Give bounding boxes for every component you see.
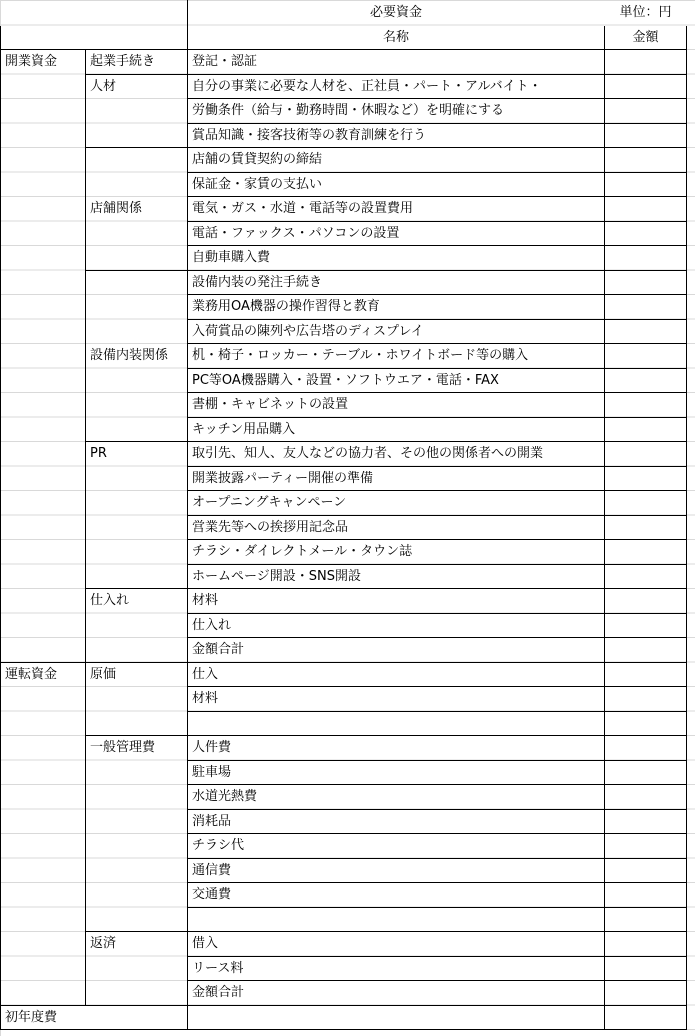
group-span-cell[interactable] — [86, 221, 188, 246]
section-span-cell[interactable] — [1, 907, 86, 932]
total-label-cell[interactable]: 金額合計 — [188, 981, 605, 1006]
table-row — [1, 711, 687, 736]
amount-cell[interactable] — [605, 736, 687, 761]
item-name-cell[interactable]: 電気・ガス・水道・電話等の設置費用 — [188, 197, 605, 222]
item-name-cell[interactable]: チラシ・ダイレクトメール・タウン誌 — [188, 540, 605, 565]
table-row — [1, 442, 687, 467]
group-label[interactable]: 設備内装関係 — [86, 344, 188, 369]
table-row — [1, 956, 687, 981]
section-span-cell[interactable] — [1, 319, 86, 344]
table-row — [1, 221, 687, 246]
amount-cell[interactable] — [605, 319, 687, 344]
item-name-cell[interactable]: 材料 — [188, 589, 605, 614]
item-name-cell[interactable]: 机・椅子・ロッカー・テーブル・ホワイトボード等の購入 — [188, 344, 605, 369]
amount-cell[interactable] — [605, 834, 687, 859]
item-name-cell[interactable]: 借入 — [188, 932, 605, 957]
amount-cell[interactable] — [605, 172, 687, 197]
table-row — [1, 981, 687, 1006]
section-span-cell[interactable] — [1, 515, 86, 540]
column-header-name[interactable]: 名称 — [188, 25, 605, 50]
amount-cell[interactable] — [605, 613, 687, 638]
item-name-cell[interactable]: 業務用OA機器の操作習得と教育 — [188, 295, 605, 320]
section-span-cell[interactable] — [1, 99, 86, 124]
group-span-cell[interactable] — [86, 123, 188, 148]
total-amount-cell[interactable] — [605, 638, 687, 663]
section-span-cell[interactable] — [1, 932, 86, 957]
amount-cell[interactable] — [605, 295, 687, 320]
group-label[interactable]: 人材 — [86, 74, 188, 99]
section-span-cell[interactable] — [1, 221, 86, 246]
item-name-cell[interactable]: リース料 — [188, 956, 605, 981]
section-span-cell[interactable] — [1, 368, 86, 393]
group-span-cell[interactable] — [86, 981, 188, 1006]
total-label-cell[interactable]: 金額合計 — [188, 638, 605, 663]
table-row — [1, 270, 687, 295]
section-span-cell[interactable] — [1, 956, 86, 981]
group-span-cell[interactable] — [86, 515, 188, 540]
group-span-cell[interactable] — [86, 319, 188, 344]
group-span-cell[interactable] — [86, 99, 188, 124]
amount-cell[interactable] — [605, 858, 687, 883]
blank-cell[interactable] — [188, 1005, 605, 1030]
table-row — [1, 491, 687, 516]
section-span-cell[interactable] — [1, 589, 86, 614]
item-name-cell[interactable]: 水道光熱費 — [188, 785, 605, 810]
item-name-cell[interactable]: 通信費 — [188, 858, 605, 883]
table-row — [1, 858, 687, 883]
table-row — [1, 319, 687, 344]
section-span-cell[interactable] — [1, 270, 86, 295]
group-span-cell[interactable] — [86, 760, 188, 785]
table-row — [1, 148, 687, 173]
amount-cell[interactable] — [605, 393, 687, 418]
section-span-cell[interactable] — [1, 466, 86, 491]
table-row — [1, 197, 687, 222]
item-name-cell[interactable]: オープニングキャンペーン — [188, 491, 605, 516]
table-row — [1, 638, 687, 663]
section-span-cell[interactable] — [1, 172, 86, 197]
group-label[interactable]: 返済 — [86, 932, 188, 957]
section-span-cell[interactable] — [1, 736, 86, 761]
table-row — [1, 172, 687, 197]
group-span-cell[interactable] — [86, 834, 188, 859]
group-span-cell[interactable] — [86, 246, 188, 271]
section-span-cell[interactable] — [1, 883, 86, 908]
section-span-cell[interactable] — [1, 417, 86, 442]
table-row — [1, 246, 687, 271]
group-label[interactable]: PR — [86, 442, 188, 467]
section-label[interactable]: 開業資金 — [1, 50, 86, 75]
header-blank-cell[interactable] — [1, 25, 86, 50]
amount-cell[interactable] — [605, 99, 687, 124]
item-name-cell[interactable]: 消耗品 — [188, 809, 605, 834]
item-name-cell[interactable]: ホームページ開設・SNS開設 — [188, 564, 605, 589]
group-span-cell[interactable] — [86, 613, 188, 638]
item-name-cell[interactable]: 自分の事業に必要な人材を、正社員・パート・アルバイト・ — [188, 74, 605, 99]
group-span-cell[interactable] — [86, 270, 188, 295]
amount-cell[interactable] — [605, 809, 687, 834]
amount-cell[interactable] — [605, 123, 687, 148]
table-row — [1, 540, 687, 565]
item-name-cell[interactable]: 設備内装の発注手続き — [188, 270, 605, 295]
amount-cell[interactable] — [605, 785, 687, 810]
group-span-cell[interactable] — [86, 785, 188, 810]
section-span-cell[interactable] — [1, 638, 86, 663]
amount-cell[interactable] — [605, 687, 687, 712]
section-label[interactable]: 初年度費 — [1, 1005, 86, 1030]
section-span-cell[interactable] — [1, 74, 86, 99]
section-span-cell[interactable] — [1, 295, 86, 320]
item-name-cell[interactable]: 自動車購入費 — [188, 246, 605, 271]
item-name-cell[interactable]: 店舗の賃貸契約の締結 — [188, 148, 605, 173]
section-span-cell[interactable] — [1, 344, 86, 369]
table-row — [1, 883, 687, 908]
blank-cell[interactable] — [86, 1005, 188, 1030]
table-row — [1, 368, 687, 393]
section-span-cell[interactable] — [1, 760, 86, 785]
table-row — [1, 515, 687, 540]
amount-cell[interactable] — [605, 50, 687, 75]
item-name-cell[interactable]: 取引先、知人、友人などの協力者、その他の関係者への開業 — [188, 442, 605, 467]
blank-cell[interactable] — [1, 1, 86, 26]
table-row — [1, 417, 687, 442]
section-span-cell[interactable] — [1, 785, 86, 810]
item-name-cell[interactable]: 材料 — [188, 687, 605, 712]
table-row — [1, 344, 687, 369]
amount-cell[interactable] — [605, 417, 687, 442]
group-span-cell[interactable] — [86, 809, 188, 834]
section-span-cell[interactable] — [1, 858, 86, 883]
group-span-cell[interactable] — [86, 711, 188, 736]
amount-cell[interactable] — [605, 148, 687, 173]
group-span-cell[interactable] — [86, 466, 188, 491]
item-name-cell[interactable]: 労働条件（給与・勤務時間・休暇など）を明確にする — [188, 99, 605, 124]
table-row — [1, 564, 687, 589]
table-row — [1, 589, 687, 614]
header-blank-cell[interactable] — [86, 25, 188, 50]
table-row — [1, 466, 687, 491]
amount-cell[interactable] — [605, 760, 687, 785]
group-span-cell[interactable] — [86, 907, 188, 932]
table-row — [1, 613, 687, 638]
group-label[interactable]: 原価 — [86, 662, 188, 687]
section-span-cell[interactable] — [1, 564, 86, 589]
item-name-cell[interactable]: 保証金・家賃の支払い — [188, 172, 605, 197]
table-row — [1, 1005, 687, 1030]
amount-cell[interactable] — [605, 662, 687, 687]
group-span-cell[interactable] — [86, 148, 188, 173]
amount-cell[interactable] — [605, 711, 687, 736]
group-span-cell[interactable] — [86, 956, 188, 981]
section-span-cell[interactable] — [1, 442, 86, 467]
group-span-cell[interactable] — [86, 638, 188, 663]
group-span-cell[interactable] — [86, 858, 188, 883]
total-amount-cell[interactable] — [605, 981, 687, 1006]
table-row — [1, 99, 687, 124]
sheet-title[interactable]: 必要資金 — [369, 5, 422, 21]
section-span-cell[interactable] — [1, 197, 86, 222]
table-row — [1, 662, 687, 687]
amount-cell[interactable] — [605, 442, 687, 467]
group-label[interactable]: 起業手続き — [86, 50, 188, 75]
amount-cell[interactable] — [605, 246, 687, 271]
section-span-cell[interactable] — [1, 123, 86, 148]
blank-cell[interactable] — [86, 1, 188, 26]
table-row — [1, 760, 687, 785]
section-span-cell[interactable] — [1, 246, 86, 271]
column-header-amount[interactable]: 金額 — [605, 25, 687, 50]
section-span-cell[interactable] — [1, 491, 86, 516]
amount-cell[interactable] — [605, 270, 687, 295]
amount-cell[interactable] — [605, 564, 687, 589]
section-label[interactable]: 運転資金 — [1, 662, 86, 687]
amount-cell[interactable] — [605, 956, 687, 981]
group-span-cell[interactable] — [86, 393, 188, 418]
amount-cell[interactable] — [605, 344, 687, 369]
amount-cell[interactable] — [605, 589, 687, 614]
group-span-cell[interactable] — [86, 172, 188, 197]
section-span-cell[interactable] — [1, 148, 86, 173]
item-name-cell[interactable]: キッチン用品購入 — [188, 417, 605, 442]
table-row — [1, 785, 687, 810]
amount-cell[interactable] — [605, 197, 687, 222]
table-row — [1, 834, 687, 859]
amount-cell[interactable] — [605, 907, 687, 932]
amount-cell[interactable] — [605, 368, 687, 393]
group-span-cell[interactable] — [86, 417, 188, 442]
section-span-cell[interactable] — [1, 393, 86, 418]
group-span-cell[interactable] — [86, 883, 188, 908]
unit-label[interactable]: 単位：円 — [619, 5, 672, 21]
table-row — [1, 74, 687, 99]
item-name-cell[interactable] — [188, 907, 605, 932]
item-name-cell[interactable]: 開業披露パーティー開催の準備 — [188, 466, 605, 491]
item-name-cell[interactable] — [188, 711, 605, 736]
amount-cell[interactable] — [605, 491, 687, 516]
item-name-cell[interactable]: 駐車場 — [188, 760, 605, 785]
section-span-cell[interactable] — [1, 711, 86, 736]
amount-cell[interactable] — [605, 515, 687, 540]
item-name-cell[interactable]: チラシ代 — [188, 834, 605, 859]
table-row — [1, 907, 687, 932]
section-span-cell[interactable] — [1, 613, 86, 638]
item-name-cell[interactable]: 交通費 — [188, 883, 605, 908]
item-name-cell[interactable]: 仕入れ — [188, 613, 605, 638]
item-name-cell[interactable]: 賞品知識・接客技術等の教育訓練を行う — [188, 123, 605, 148]
group-span-cell[interactable] — [86, 564, 188, 589]
column-header-row — [1, 25, 687, 50]
section-span-cell[interactable] — [1, 540, 86, 565]
amount-cell[interactable] — [605, 932, 687, 957]
section-span-cell[interactable] — [1, 687, 86, 712]
amount-cell[interactable] — [605, 1005, 687, 1030]
amount-cell[interactable] — [605, 466, 687, 491]
table-row — [1, 123, 687, 148]
item-name-cell[interactable]: 電話・ファックス・パソコンの設置 — [188, 221, 605, 246]
section-span-cell[interactable] — [1, 834, 86, 859]
table-row — [1, 687, 687, 712]
group-span-cell[interactable] — [86, 687, 188, 712]
section-span-cell[interactable] — [1, 981, 86, 1006]
item-name-cell[interactable]: 営業先等への挨拶用記念品 — [188, 515, 605, 540]
table-row — [1, 393, 687, 418]
group-span-cell[interactable] — [86, 540, 188, 565]
section-span-cell[interactable] — [1, 809, 86, 834]
table-row — [1, 809, 687, 834]
amount-cell[interactable] — [605, 883, 687, 908]
item-name-cell[interactable]: 入荷賞品の陳列や広告塔のディスプレイ — [188, 319, 605, 344]
group-span-cell[interactable] — [86, 491, 188, 516]
table-row — [1, 932, 687, 957]
group-span-cell[interactable] — [86, 295, 188, 320]
amount-cell[interactable] — [605, 221, 687, 246]
table-row — [1, 50, 687, 75]
group-span-cell[interactable] — [86, 368, 188, 393]
item-name-cell[interactable]: PC等OA機器購入・設置・ソフトウエア・電話・FAX — [188, 368, 605, 393]
group-label[interactable]: 一般管理費 — [86, 736, 188, 761]
item-name-cell[interactable]: 人件費 — [188, 736, 605, 761]
item-name-cell[interactable]: 登記・認証 — [188, 50, 605, 75]
amount-cell[interactable] — [605, 74, 687, 99]
title-row — [1, 1, 687, 26]
amount-cell[interactable] — [605, 540, 687, 565]
group-label[interactable]: 仕入れ — [86, 589, 188, 614]
table-row — [1, 736, 687, 761]
item-name-cell[interactable]: 仕入 — [188, 662, 605, 687]
group-label[interactable]: 店舗関係 — [86, 197, 188, 222]
item-name-cell[interactable]: 書棚・キャビネットの設置 — [188, 393, 605, 418]
table-row — [1, 295, 687, 320]
